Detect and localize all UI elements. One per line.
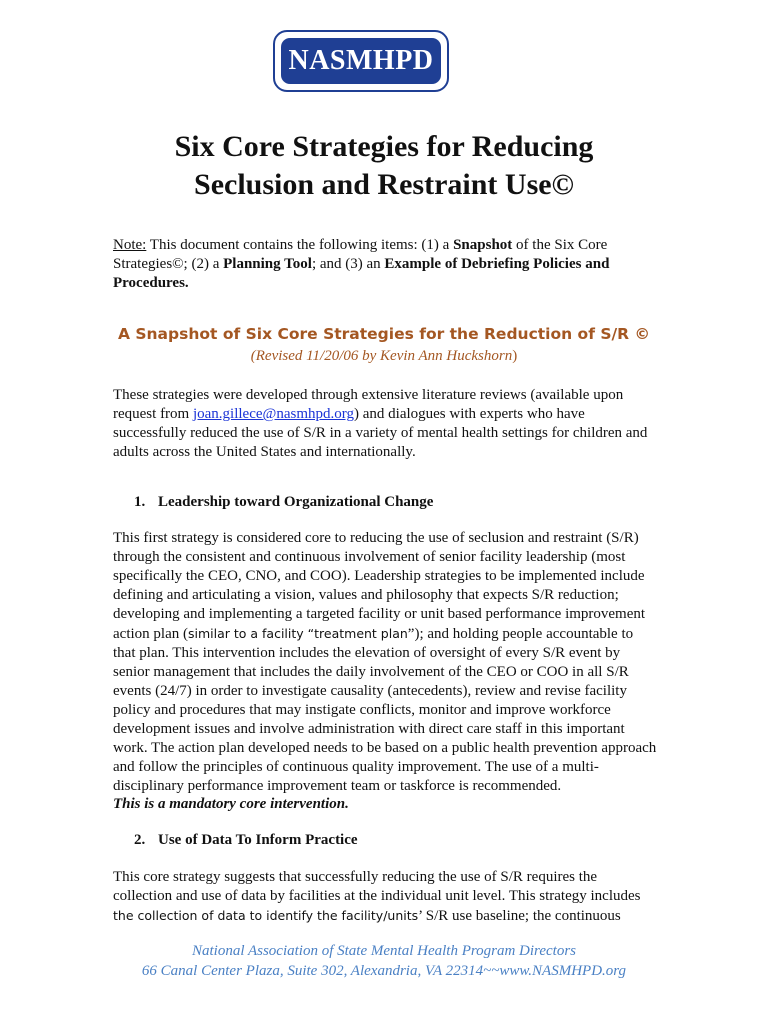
- title-line-2: Seclusion and Restraint Use©: [194, 168, 574, 201]
- section-2-title: Use of Data To Inform Practice: [158, 832, 358, 848]
- section-2-text-b: ’ S/R use baseline; the continuous: [418, 908, 621, 924]
- footer-organization: National Association of State Mental Health Program Directors: [191, 943, 576, 959]
- note-label: Note:: [113, 237, 147, 253]
- intro-text-after: ) and dialogues with experts who have successfully reduced the use of S/R in a variety of mental health settings for children and adults across the United States and internationally.: [113, 406, 648, 460]
- snapshot-heading: A Snapshot of Six Core Strategies for the Reduction of S/R ©: [117, 325, 651, 343]
- title-line-1: Six Core Strategies for Reducing: [174, 130, 594, 163]
- section-2-heading: [134, 832, 358, 849]
- note-planning-tool: Planning Tool: [223, 256, 312, 272]
- section-2-text-sans: the collection of data to identify the facility/units: [113, 908, 419, 923]
- note-text-1: This document contains the following items: (1) a: [146, 237, 454, 253]
- intro-paragraph: [113, 386, 658, 462]
- note-debriefing-example: Example of Debriefing Policies and Procedures.: [113, 256, 610, 291]
- intro-text-before: These strategies were developed through extensive literature reviews (available upon request from: [113, 387, 624, 422]
- section-1-title: Leadership toward Organizational Change: [158, 494, 434, 510]
- section-2-number: 2.: [134, 832, 146, 848]
- logo-text: NASMHPD: [281, 38, 441, 84]
- note-text-3: ; and (3) an: [311, 256, 385, 272]
- section-1-number: 1.: [134, 494, 146, 510]
- note-snapshot: Snapshot: [453, 237, 513, 253]
- nasmhpd-logo: [273, 30, 449, 92]
- section-1-paragraph: [113, 529, 658, 796]
- document-title: [0, 128, 768, 204]
- section-1-text-b: ”); and holding people accountable to that plan. This intervention includes the elevation of oversight of every S/R event by senior management that includes the daily involvement of the CEO or COO in all S/R events (24/7) in order to investigate causality (antecedents), review and revise facility policy and procedures that may instigate conflicts, monitor and improve workforce development issues and involve administration with direct care staff in this important work. The action plan developed needs to be based on a public health prevention approach and follow the principles of continuous quality improvement. The use of a multi-disciplinary performance improvement team or taskforce is recommended.: [113, 626, 657, 794]
- section-2-text-a: This core strategy suggests that successfully reducing the use of S/R requires the collection and use of data by facilities at the individual unit level. This strategy includes: [113, 869, 641, 904]
- snapshot-revision-text: (Revised 11/20/06 by Kevin Ann Huckshorn: [250, 348, 513, 364]
- snapshot-revision: [0, 348, 768, 365]
- email-link[interactable]: joan.gillece@nasmhpd.org: [192, 406, 354, 422]
- note-text-2: of the Six Core Strategies©; (2) a: [113, 237, 608, 272]
- note-paragraph: [113, 236, 658, 293]
- page-footer: [0, 941, 768, 981]
- footer-address: 66 Canal Center Plaza, Suite 302, Alexandria, VA 22314~~www.NASMHPD.org: [141, 963, 627, 979]
- section-1-text-sans: similar to a facility “treatment plan: [187, 626, 408, 641]
- section-1-text-a: This first strategy is considered core to reducing the use of seclusion and restraint (S/R) through the consistent and continuous involvement of senior facility leadership (most specifically the CEO, CNO, and COO). Leadership strategies to be implemented include defining and articulating a vision, values and philosophy that expects S/R reduction; developing and implementing a targeted facility or unit based performance improvement action plan (: [113, 530, 646, 642]
- snapshot-revision-close: ): [512, 348, 518, 364]
- mandatory-note: This is a mandatory core intervention.: [113, 796, 349, 812]
- section-1-heading: [134, 494, 433, 511]
- section-2-paragraph: [113, 868, 658, 926]
